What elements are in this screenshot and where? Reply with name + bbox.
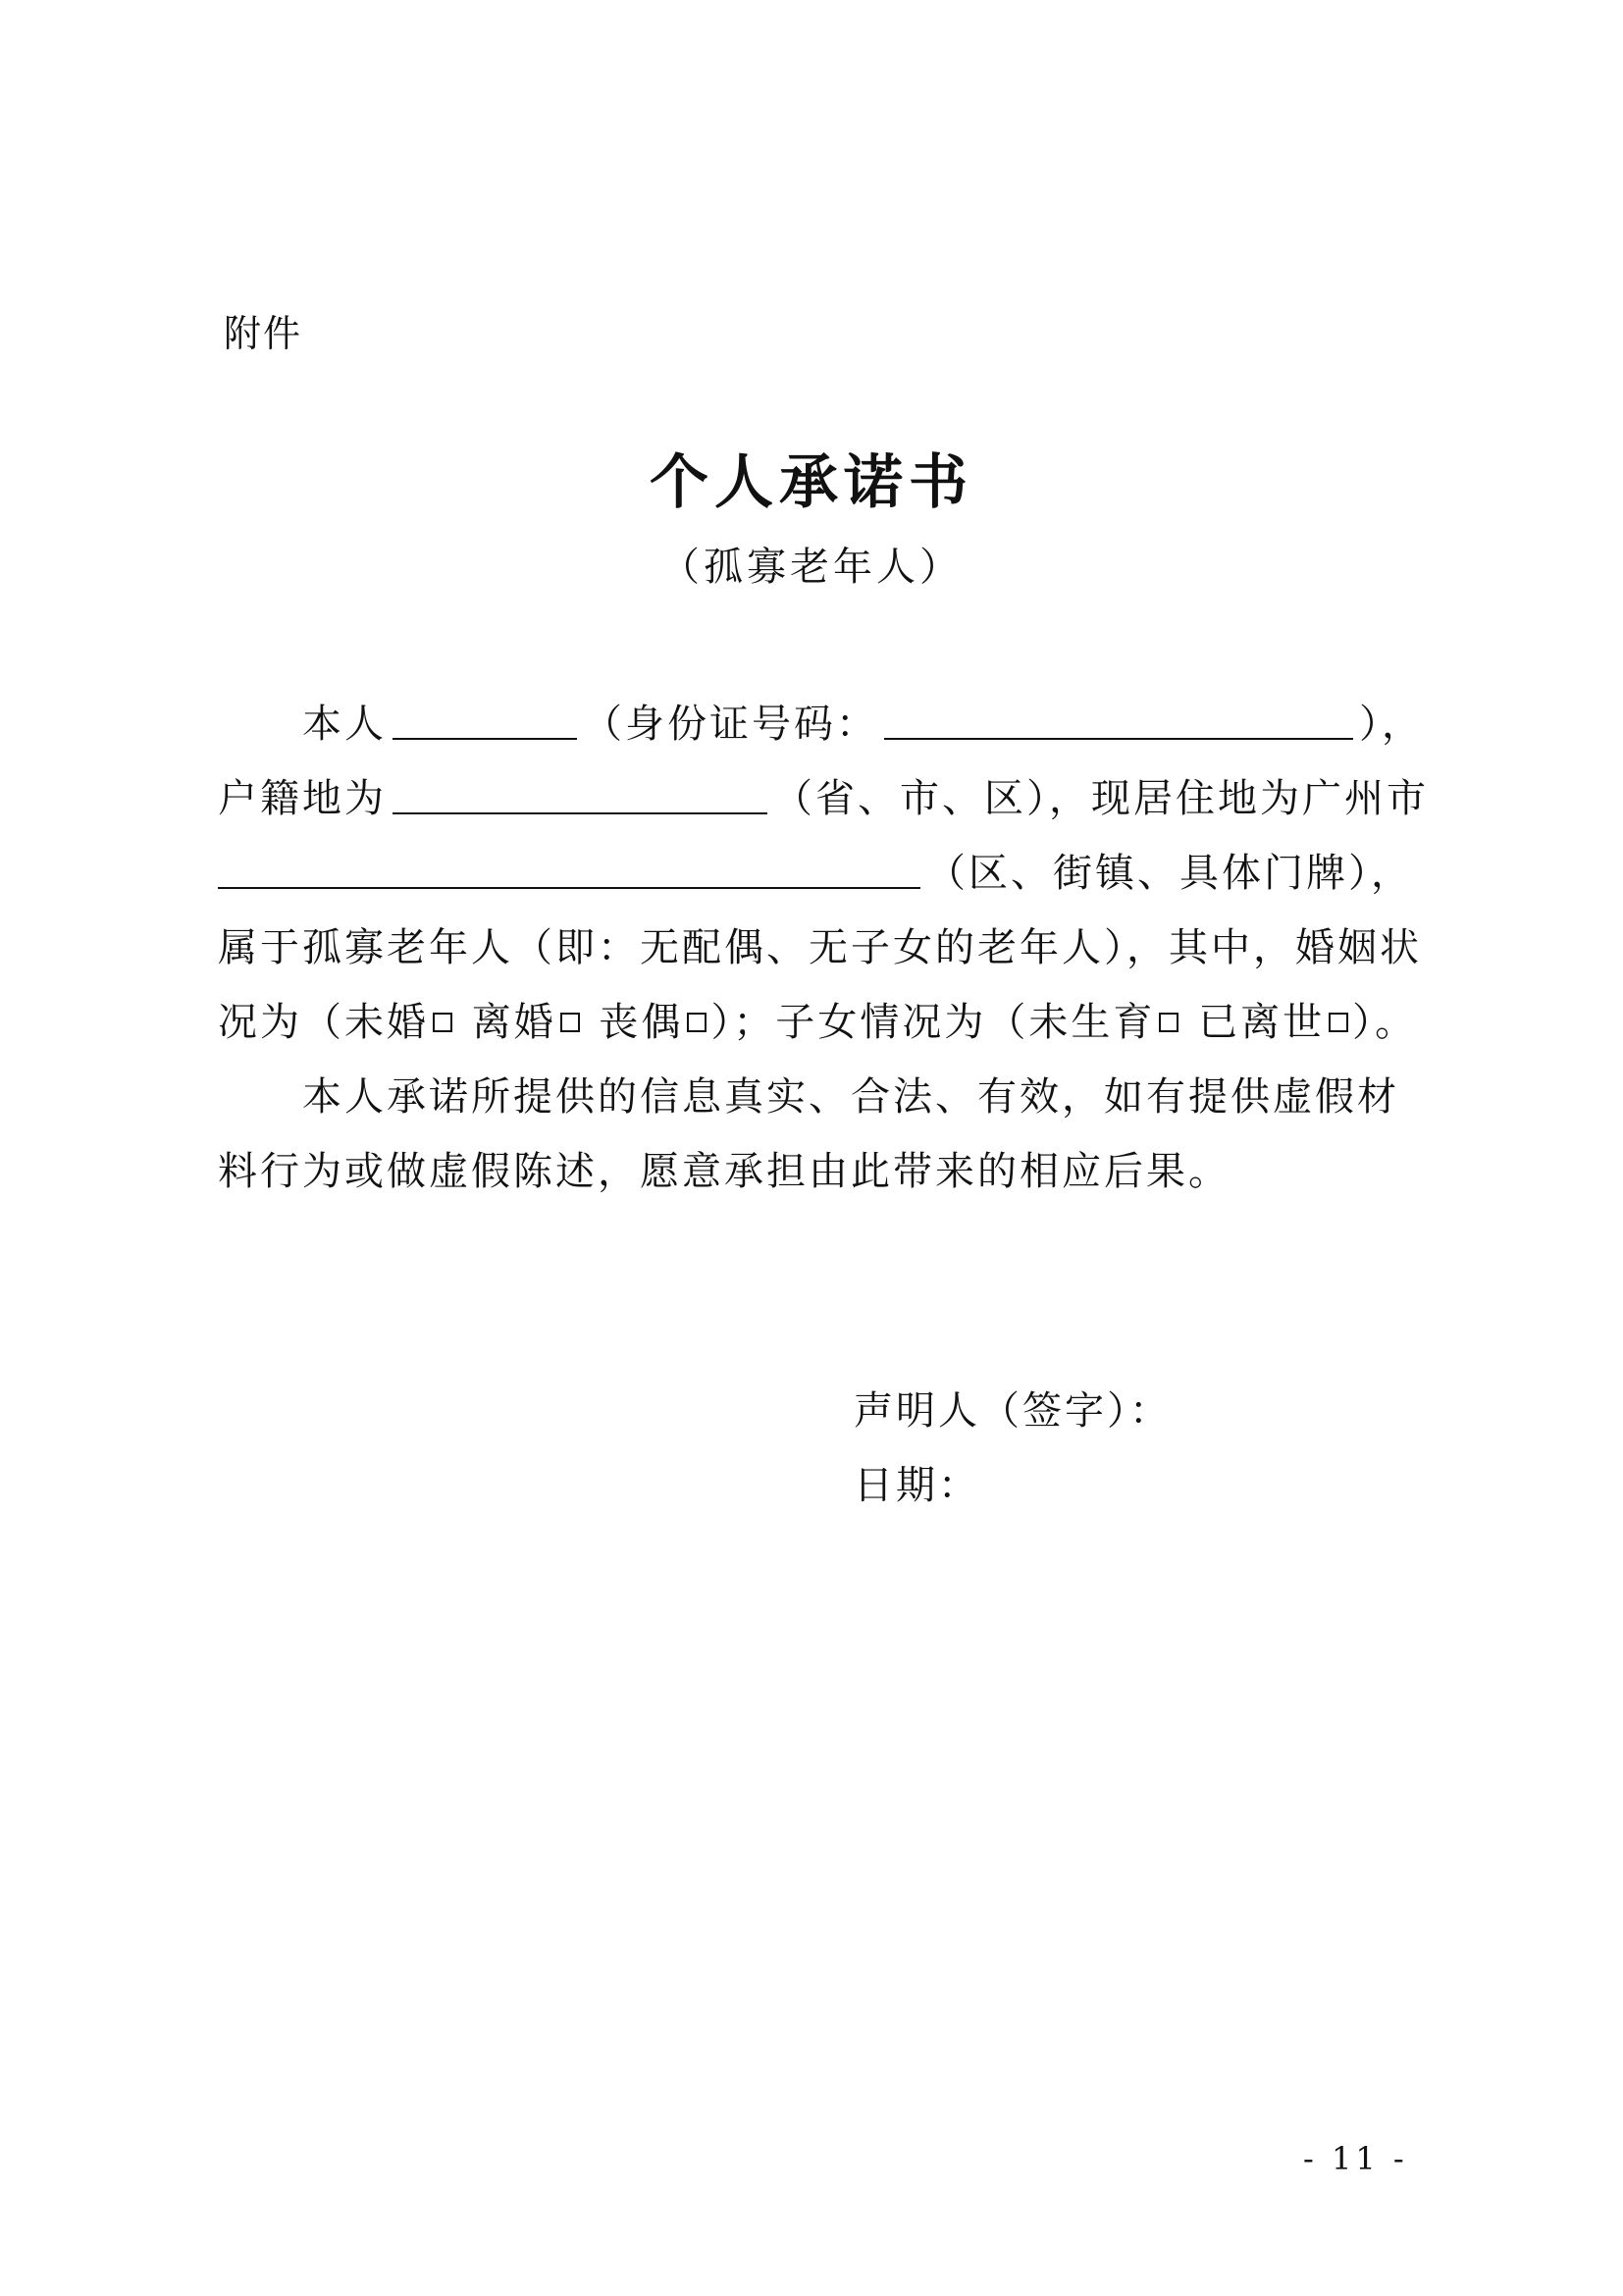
declarant-signature-label: 声明人（签字）：: [854, 1388, 1172, 1434]
line1-text-end: ），: [1359, 702, 1424, 747]
residence-address-blank: [218, 836, 920, 889]
date-label: 日期：: [854, 1463, 980, 1508]
line2-text-end: （省、市、区），现居住地为广州市: [773, 776, 1429, 821]
line5-text-a: 况为（未婚: [218, 1000, 429, 1045]
body-line-3: [218, 836, 1415, 911]
id-number-blank: [884, 687, 1353, 740]
line5-text-c: 丧偶: [583, 1000, 684, 1045]
body-line-2: [218, 761, 1429, 836]
unmarried-checkbox[interactable]: [433, 1013, 452, 1032]
line5-text-e: 已离世: [1182, 1000, 1326, 1045]
body-line-6: [218, 1060, 1415, 1134]
line1-text-start: 本人: [302, 702, 387, 747]
line1-text-id: （身份证号码：: [583, 702, 878, 747]
household-address-blank: [393, 761, 767, 814]
document-subtitle: （孤寡老年人）: [660, 545, 963, 590]
line5-text-d: ）；子女情况为（未生育: [710, 1000, 1156, 1045]
widowed-checkbox[interactable]: [687, 1013, 707, 1032]
line6-text: 本人承诺所提供的信息真实、合法、有效，如有提供虚假材: [302, 1074, 1399, 1120]
body-line-7: 料行为或做虚假陈述，愿意承担由此带来的相应后果。: [218, 1149, 1230, 1194]
line5-text-f: ）。: [1352, 1000, 1418, 1045]
divorced-checkbox[interactable]: [560, 1013, 580, 1032]
attachment-label: 附件: [224, 312, 303, 355]
name-blank: [393, 687, 577, 740]
line2-text-start: 户籍地为: [218, 776, 387, 821]
body-line-1: [218, 687, 1424, 761]
line3-text: （区、街镇、具体门牌），: [926, 851, 1413, 896]
no-children-checkbox[interactable]: [1159, 1013, 1178, 1032]
children-deceased-checkbox[interactable]: [1329, 1013, 1348, 1032]
page-number: - 11 -: [1303, 2140, 1408, 2177]
body-line-4: 属于孤寡老年人（即：无配偶、无子女的老年人），其中，婚姻状: [218, 925, 1422, 970]
document-title: 个人承诺书: [650, 448, 973, 517]
line5-text-b: 离婚: [456, 1000, 556, 1045]
body-line-5: [218, 985, 1418, 1060]
